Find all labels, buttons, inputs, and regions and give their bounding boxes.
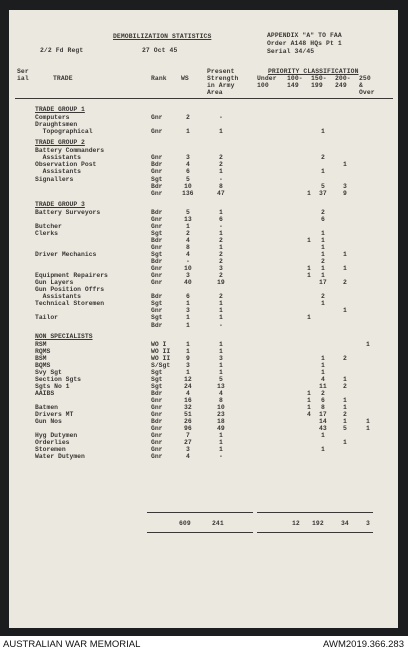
ws-cell: 7	[186, 432, 190, 440]
priority-cell: 11	[319, 382, 327, 390]
ws-cell: 24	[184, 382, 192, 390]
priority-cell: 2	[321, 208, 325, 216]
trade-cell: AAIBS	[35, 389, 55, 397]
ws-cell: 3	[186, 307, 190, 315]
trade-cell: Gun Position Offrs	[35, 286, 105, 294]
trade-cell: Assistants	[35, 293, 82, 301]
priority-cell: 2	[321, 258, 325, 265]
priority-cell: 4	[321, 375, 325, 383]
priority-cell: 1	[321, 446, 325, 454]
band-header-3: 150- 199	[311, 75, 327, 89]
priority-cell: 1	[366, 418, 370, 426]
ws-cell: 3	[186, 446, 190, 454]
trade-cell: Draughtsmen	[35, 121, 78, 129]
trade-cell: Hyg Dutymen	[35, 432, 78, 440]
strength-cell: 1	[219, 368, 223, 376]
strength-cell: 2	[219, 236, 223, 244]
rank-cell: Gnr	[151, 432, 163, 440]
rank-cell: WO II	[151, 354, 171, 362]
priority-cell: 1	[321, 272, 325, 280]
total-band-4: 34	[341, 520, 349, 527]
strength-cell: 10	[217, 404, 225, 411]
priority-cell: 1	[307, 272, 311, 280]
ws-cell: 4	[186, 453, 190, 461]
trade-cell: Tailor	[35, 314, 59, 322]
priority-cell: 5	[343, 425, 347, 433]
trade-cell: Signallers	[35, 175, 74, 183]
ws-cell: -	[186, 258, 190, 265]
rank-cell: Bdr	[151, 236, 163, 244]
ws-cell: 96	[184, 425, 192, 433]
rank-cell: Bdr	[151, 418, 163, 426]
priority-cell: 6	[321, 215, 325, 223]
priority-cell: 5	[321, 182, 325, 190]
priority-cell: 1	[343, 161, 347, 169]
strength-cell: 2	[219, 258, 223, 265]
rank-cell: Gnr	[151, 411, 163, 419]
order-line: Order A148 HQs Pt 1	[267, 40, 342, 47]
present-col-header-3: in Army	[207, 82, 235, 89]
accession-number: AWM2019.366.283	[323, 639, 404, 650]
strength-cell: 19	[217, 279, 225, 287]
trade-cell: RSM	[35, 340, 47, 348]
ws-cell: 3	[186, 361, 190, 369]
ws-cell: 32	[184, 404, 192, 411]
ws-cell: 3	[186, 272, 190, 280]
ws-cell: 136	[182, 189, 194, 197]
strength-cell: 1	[219, 340, 223, 348]
strength-cell: -	[219, 175, 223, 183]
strength-cell: 2	[219, 251, 223, 258]
priority-cell: 1	[343, 375, 347, 383]
ws-col-header: WS	[181, 75, 189, 82]
strength-cell: 2	[219, 154, 223, 162]
totals-bottom-rule-right	[257, 532, 373, 533]
ws-cell: 5	[186, 208, 190, 216]
strength-cell: 1	[219, 432, 223, 440]
strength-cell: 8	[219, 182, 223, 190]
strength-cell: -	[219, 453, 223, 461]
trade-col-header: TRADE	[53, 75, 73, 82]
rank-cell: Gnr	[151, 397, 163, 404]
total-band-3: 192	[312, 520, 324, 527]
priority-cell: 14	[319, 418, 327, 426]
strength-cell: -	[219, 114, 223, 121]
trade-cell: Water Dutymen	[35, 453, 85, 461]
strength-cell: 1	[219, 168, 223, 176]
priority-cell: 1	[307, 404, 311, 411]
trade-cell: Equipment Repairers	[35, 272, 108, 280]
ws-cell: 2	[186, 229, 190, 237]
rank-cell: Bdr	[151, 161, 163, 169]
strength-cell: 8	[219, 397, 223, 404]
strength-cell: 1	[219, 128, 223, 136]
rank-cell: Sgt	[151, 251, 163, 258]
ws-cell: 10	[184, 182, 192, 190]
rank-cell: Gnr	[151, 243, 163, 251]
strength-cell: 3	[219, 354, 223, 362]
ws-cell: 6	[186, 293, 190, 301]
serial-line: Serial 34/45	[267, 48, 315, 55]
strength-cell: 1	[219, 446, 223, 454]
strength-cell: -	[219, 222, 223, 230]
priority-cell: 1	[321, 300, 325, 308]
trade-cell: Technical Storemen	[35, 300, 105, 308]
strength-cell: 4	[219, 389, 223, 397]
trade-cell: BSM	[35, 354, 47, 362]
strength-cell: 18	[217, 418, 225, 426]
ws-cell: 4	[186, 251, 190, 258]
trade-cell: Butcher	[35, 222, 62, 230]
trade-cell: Orderlies	[35, 439, 70, 447]
priority-cell: 1	[321, 432, 325, 440]
group-heading: TRADE GROUP 2	[35, 139, 85, 147]
source-credit: AUSTRALIAN WAR MEMORIAL	[3, 639, 141, 650]
strength-cell: 1	[219, 307, 223, 315]
rank-cell: Sgt	[151, 382, 163, 390]
total-strength: 241	[212, 520, 224, 527]
priority-cell: 1	[307, 265, 311, 273]
rank-cell: Gnr	[151, 439, 163, 447]
trade-cell: RQMS	[35, 347, 51, 355]
ws-cell: 4	[186, 236, 190, 244]
ws-cell: 2	[186, 114, 190, 121]
totals-rule-right	[257, 512, 373, 513]
rank-cell: S/Sgt	[151, 361, 171, 369]
priority-cell: 1	[307, 314, 311, 322]
rank-cell: Gnr	[151, 114, 163, 121]
priority-cell: 2	[343, 382, 347, 390]
rank-cell: Sgt	[151, 375, 163, 383]
strength-cell: 3	[219, 265, 223, 273]
ws-cell: 12	[184, 375, 192, 383]
unit-name: 2/2 Fd Regt	[40, 47, 84, 54]
strength-cell: 13	[217, 382, 225, 390]
strength-cell: 1	[219, 300, 223, 308]
rank-cell: Sgt	[151, 175, 163, 183]
band-header-2: 100- 149	[287, 75, 303, 89]
priority-cell: 1	[307, 236, 311, 244]
rank-cell: Gnr	[151, 128, 163, 136]
caption-bar	[0, 636, 408, 653]
strength-cell: 1	[219, 347, 223, 355]
rank-cell: Bdr	[151, 389, 163, 397]
rank-cell: Bdr	[151, 258, 163, 265]
document-sheet	[9, 10, 398, 628]
priority-cell: 1	[343, 397, 347, 404]
report-date: 27 Oct 45	[142, 47, 178, 54]
ws-cell: 5	[186, 175, 190, 183]
ws-cell: 1	[186, 368, 190, 376]
priority-cell: 1	[343, 265, 347, 273]
trade-cell: Battery Commanders	[35, 147, 105, 155]
rank-cell: Gnr	[151, 272, 163, 280]
rank-cell: Gnr	[151, 222, 163, 230]
trade-cell: Drivers MT	[35, 411, 74, 419]
rank-cell: Gnr	[151, 425, 163, 433]
band-header-4: 200- 249	[335, 75, 351, 89]
priority-cell: 1	[343, 439, 347, 447]
ws-cell: 4	[186, 389, 190, 397]
trade-cell: Computers	[35, 114, 70, 121]
group-heading: TRADE GROUP 1	[35, 106, 85, 113]
trade-cell: Topographical	[35, 128, 93, 136]
priority-cell: 1	[321, 236, 325, 244]
strength-cell: 2	[219, 272, 223, 280]
priority-cell: 17	[319, 279, 327, 287]
band-header-1: Under 100	[257, 75, 277, 89]
ws-cell: 4	[186, 161, 190, 169]
rank-cell: Gnr	[151, 307, 163, 315]
priority-cell: 8	[321, 404, 325, 411]
serial-col-header: Ser ial	[17, 68, 29, 82]
ws-cell: 51	[184, 411, 192, 419]
strength-cell: 6	[219, 215, 223, 223]
priority-cell: 1	[321, 354, 325, 362]
totals-rule-left	[147, 512, 253, 513]
strength-cell: 5	[219, 375, 223, 383]
ws-cell: 1	[186, 222, 190, 230]
strength-cell: 49	[217, 425, 225, 433]
rank-cell: Gnr	[151, 189, 163, 197]
priority-cell: 1	[343, 404, 347, 411]
priority-header: PRIORITY CLASSIFICATION	[268, 68, 359, 75]
priority-cell: 37	[319, 189, 327, 197]
priority-cell: 2	[321, 389, 325, 397]
band-header-5: 250 & Over	[359, 75, 375, 96]
priority-cell: 6	[321, 397, 325, 404]
rank-cell: Gnr	[151, 265, 163, 273]
ws-cell: 1	[186, 300, 190, 308]
strength-cell: 1	[219, 229, 223, 237]
rank-cell: Sgt	[151, 314, 163, 322]
strength-cell: 1	[219, 314, 223, 322]
trade-cell: Observation Post	[35, 161, 97, 169]
trade-cell: Svy Sgt	[35, 368, 62, 376]
priority-cell: 1	[366, 425, 370, 433]
rank-cell: WO I	[151, 340, 167, 348]
ws-cell: 6	[186, 168, 190, 176]
rank-cell: Gnr	[151, 154, 163, 162]
rank-cell: Gnr	[151, 404, 163, 411]
ws-cell: 1	[186, 314, 190, 322]
trade-cell: Battery Surveyors	[35, 208, 101, 216]
rank-cell: Gnr	[151, 453, 163, 461]
ws-cell: 16	[184, 397, 192, 404]
rank-cell: Bdr	[151, 208, 163, 216]
priority-cell: 1	[321, 361, 325, 369]
priority-cell: 1	[321, 168, 325, 176]
priority-cell: 2	[343, 279, 347, 287]
priority-cell: 1	[321, 128, 325, 136]
ws-cell: 9	[186, 354, 190, 362]
trade-cell: Assistants	[35, 154, 82, 162]
rank-cell: Bdr	[151, 321, 163, 329]
present-col-header-1: Present	[207, 68, 235, 75]
trade-cell: Assistants	[35, 168, 82, 176]
group-heading: NON SPECIALISTS	[35, 332, 93, 340]
rank-cell: Sgt	[151, 368, 163, 376]
priority-cell: 17	[319, 411, 327, 419]
total-band-2: 12	[292, 520, 300, 527]
rank-cell: Gnr	[151, 168, 163, 176]
rank-cell: Gnr	[151, 446, 163, 454]
priority-cell: 1	[307, 397, 311, 404]
priority-cell: 1	[343, 307, 347, 315]
ws-cell: 1	[186, 128, 190, 136]
strength-cell: 1	[219, 361, 223, 369]
group-heading: TRADE GROUP 3	[35, 200, 85, 208]
trade-cell: Section Sgts	[35, 375, 82, 383]
priority-cell: 2	[321, 154, 325, 162]
strength-cell: -	[219, 321, 223, 329]
priority-cell: 2	[343, 411, 347, 419]
rank-col-header: Rank	[151, 75, 167, 82]
priority-cell: 1	[343, 418, 347, 426]
header-rule	[15, 98, 393, 99]
trade-cell: Gun Nos	[35, 418, 62, 426]
ws-cell: 27	[184, 439, 192, 447]
total-band-5: 3	[366, 520, 370, 527]
trade-cell: Batmen	[35, 404, 59, 411]
trade-cell: BQMS	[35, 361, 51, 369]
strength-cell: 1	[219, 439, 223, 447]
ws-cell: 13	[184, 215, 192, 223]
present-col-header-4: Area	[207, 89, 223, 96]
trade-cell: Driver Mechanics	[35, 251, 97, 258]
appendix-line: APPENDIX "A" TO FAA	[267, 32, 342, 39]
strength-cell: 47	[217, 189, 225, 197]
ws-cell: 8	[186, 243, 190, 251]
priority-cell: 43	[319, 425, 327, 433]
priority-cell: 1	[321, 368, 325, 376]
priority-cell: 4	[307, 411, 311, 419]
priority-cell: 1	[343, 251, 347, 258]
trade-cell: Clerks	[35, 229, 59, 237]
priority-cell: 9	[343, 189, 347, 197]
priority-cell: 1	[366, 340, 370, 348]
priority-cell: 3	[343, 182, 347, 190]
strength-cell: 1	[219, 243, 223, 251]
document-title: DEMOBILIZATION STATISTICS	[113, 33, 212, 40]
priority-cell: 1	[307, 389, 311, 397]
rank-cell: Gnr	[151, 279, 163, 287]
rank-cell: Sgt	[151, 229, 163, 237]
priority-cell: 1	[307, 189, 311, 197]
strength-cell: 2	[219, 161, 223, 169]
ws-cell: 1	[186, 321, 190, 329]
strength-cell: 1	[219, 208, 223, 216]
priority-cell: 1	[321, 243, 325, 251]
rank-cell: Sgt	[151, 300, 163, 308]
trade-cell: Sgts No 1	[35, 382, 70, 390]
rank-cell: Bdr	[151, 293, 163, 301]
ws-cell: 3	[186, 154, 190, 162]
ws-cell: 10	[184, 265, 192, 273]
ws-cell: 1	[186, 347, 190, 355]
trade-cell: Storemen	[35, 446, 66, 454]
priority-cell: 1	[321, 229, 325, 237]
strength-cell: 2	[219, 293, 223, 301]
rank-cell: Gnr	[151, 215, 163, 223]
totals-bottom-rule-left	[147, 532, 253, 533]
total-ws: 609	[179, 520, 191, 527]
trade-cell: Gun Layers	[35, 279, 74, 287]
rank-cell: Bdr	[151, 182, 163, 190]
ws-cell: 1	[186, 340, 190, 348]
priority-cell: 2	[343, 354, 347, 362]
ws-cell: 40	[184, 279, 192, 287]
present-col-header-2: Strength	[207, 75, 239, 82]
priority-cell: 1	[321, 251, 325, 258]
priority-cell: 1	[321, 265, 325, 273]
ws-cell: 26	[184, 418, 192, 426]
strength-cell: 23	[217, 411, 225, 419]
priority-cell: 2	[321, 293, 325, 301]
rank-cell: WO II	[151, 347, 171, 355]
